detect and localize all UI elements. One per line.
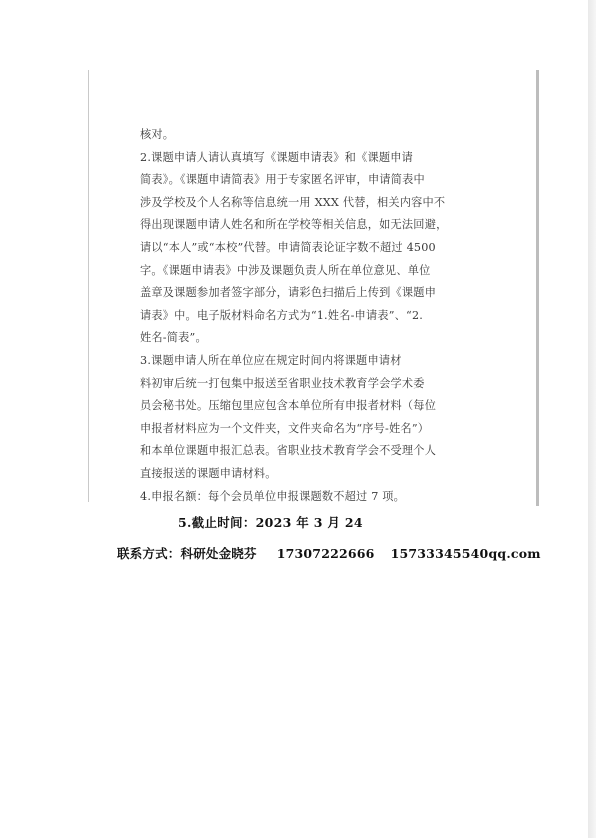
page-right-edge: [588, 0, 596, 838]
scanned-line: 和本单位课题申报汇总表。省职业技术教育学会不受理个人: [140, 444, 437, 458]
contact-phone-2: 15733345540qq.com: [390, 546, 541, 561]
scanned-line: 盖章及课题参加者签字部分，请彩色扫描后上传到《课题申: [140, 286, 437, 300]
contact-label: 联系方式：科研处金晓芬: [117, 546, 257, 561]
deadline-line: 5.截止时间：2023 年 3 月 24: [178, 515, 363, 530]
scanned-line: 员会秘书处。压缩包里应包含本单位所有申报者材料（每位: [140, 399, 437, 413]
scanned-line: 字。《课题申请表》中涉及课题负责人所在单位意见、单位: [140, 263, 431, 277]
scanned-notice-text: [140, 124, 532, 508]
scanned-line: 申报者材料应为一个文件夹，文件夹命名为“序号-姓名”）: [140, 421, 430, 435]
contact-line: [117, 544, 541, 562]
scanned-line: 简表》。《课题申请简表》用于专家匿名评审，申请简表中: [140, 173, 425, 187]
scanned-line: 得出现课题申请人姓名和所在学校等相关信息，如无法回避，: [140, 218, 448, 232]
scanned-line: 请以“本人”或“本校”代替。申请简表论证字数不超过 4500: [140, 240, 436, 254]
scanned-line: 请表》中。电子版材料命名方式为“1.姓名-申请表”、“2.: [140, 308, 424, 322]
scanned-line: 4.申报名额：每个会员单位申报课题数不超过 7 项。: [140, 489, 406, 503]
scan-right-border: [536, 70, 539, 506]
scanned-line: 2.课题申请人请认真填写《课题申请表》和《课题申请: [140, 150, 413, 164]
scanned-line: 核对。: [140, 128, 175, 141]
scan-left-border: [88, 70, 89, 502]
contact-phone-1: 17307222666: [276, 546, 375, 561]
scanned-line: 姓名-简表”。: [140, 331, 207, 345]
scanned-line: 料初审后统一打包集中报送至省职业技术教育学会学术委: [140, 376, 425, 390]
scanned-line: 3.课题申请人所在单位应在规定时间内将课题申请材: [140, 353, 402, 367]
scanned-line: 直接报送的课题申请材料。: [140, 466, 277, 480]
scanned-line: 涉及学校及个人名称等信息统一用 XXX 代替，相关内容中不: [140, 195, 446, 209]
